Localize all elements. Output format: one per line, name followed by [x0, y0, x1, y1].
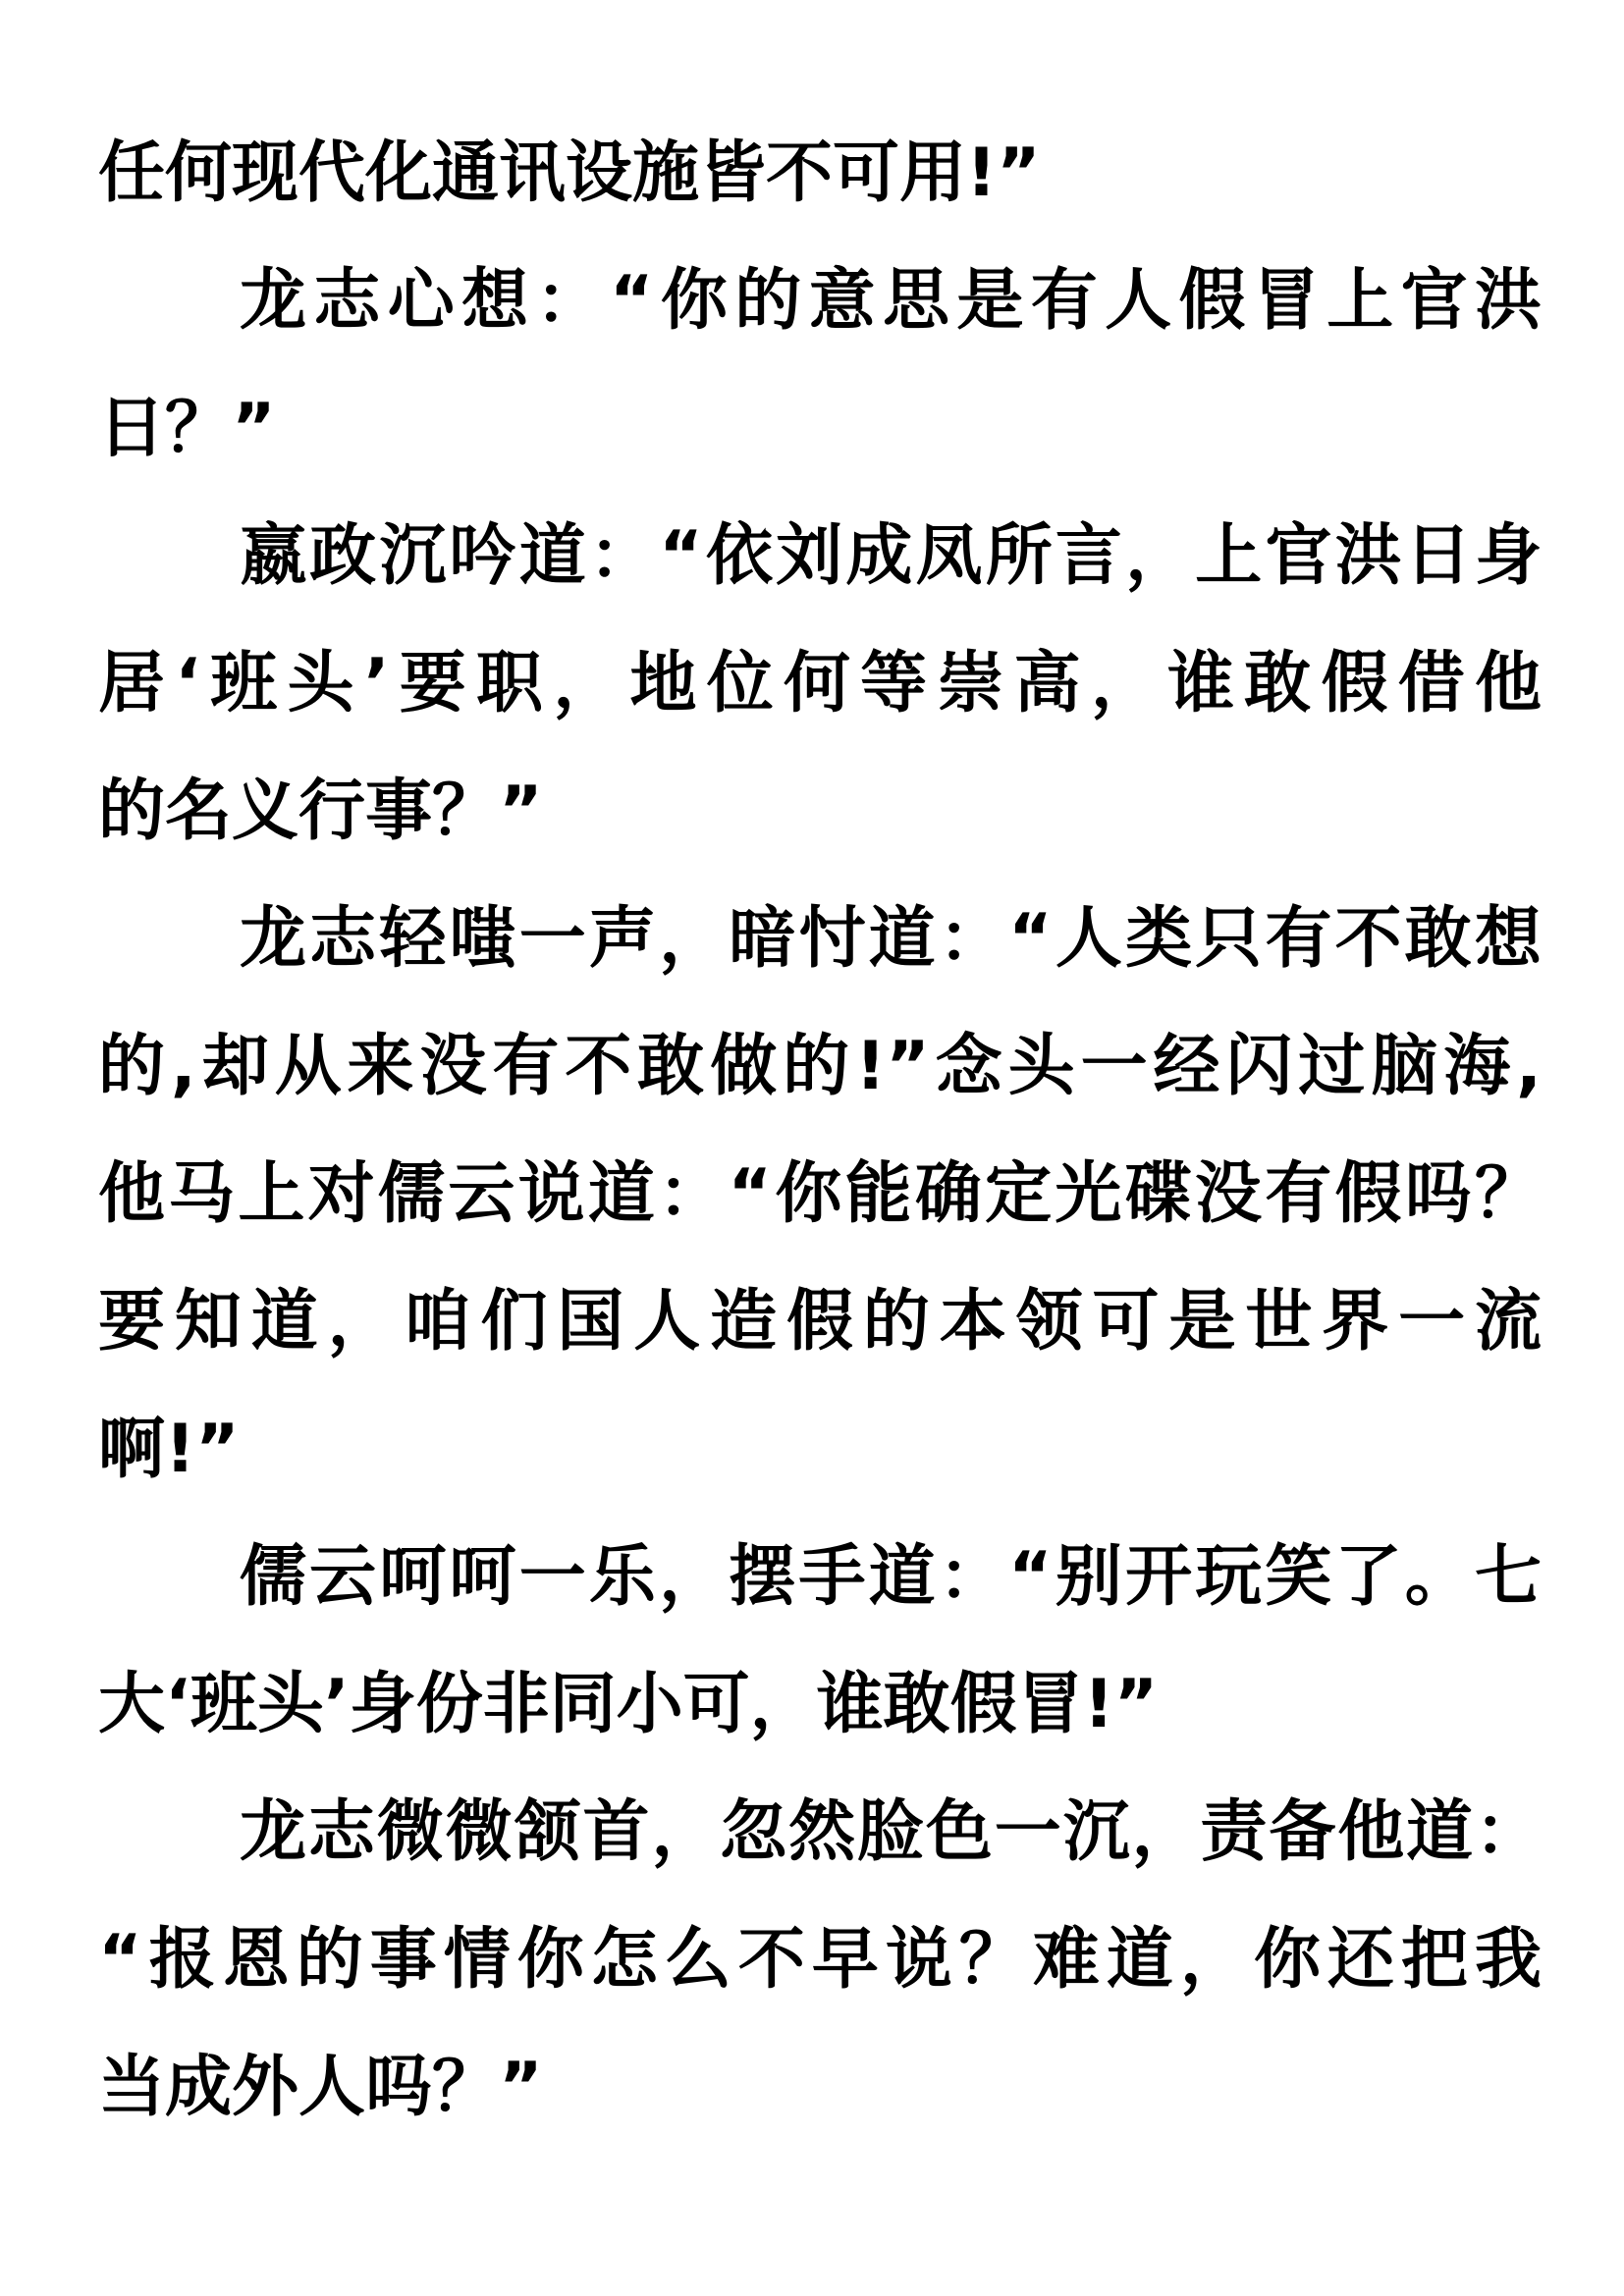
text-line: 要知道，咱们国人造假的本领可是世界一流 — [98, 1283, 1542, 1361]
text-line: 任何现代化通讯设施皆不可用!” — [98, 134, 1041, 212]
text-line: 龙志心想：“你的意思是有人假冒上官洪 — [240, 262, 1542, 340]
text-line: 的,却从来没有不敢做的!”念头一经闪过脑海, — [98, 1028, 1542, 1105]
body-text — [98, 110, 1542, 2152]
text-line: 他马上对儒云说道：“你能确定光碟没有假吗？ — [98, 1155, 1542, 1233]
text-line: 大‘班头’身份非同小可，谁敢假冒!” — [98, 1666, 1159, 1743]
text-line: “报恩的事情你怎么不早说？难道，你还把我 — [98, 1921, 1542, 1999]
text-line: 龙志轻嗤一声，暗忖道：“人类只有不敢想 — [240, 900, 1542, 978]
text-line: 居‘班头’要职，地位何等崇高，谁敢假借他 — [98, 645, 1542, 722]
text-line: 日？” — [98, 390, 276, 467]
text-line: 儒云呵呵一乐，摆手道：“别开玩笑了。七 — [240, 1538, 1542, 1616]
text-line: 龙志微微颔首，忽然脸色一沉，责备他道： — [240, 1793, 1542, 1871]
text-line: 的名义行事？” — [98, 773, 543, 850]
text-line: 当成外人吗？” — [98, 2049, 543, 2126]
text-line: 嬴政沉吟道：“依刘成凤所言，上官洪日身 — [240, 517, 1542, 595]
text-line: 啊!” — [98, 1411, 240, 1488]
